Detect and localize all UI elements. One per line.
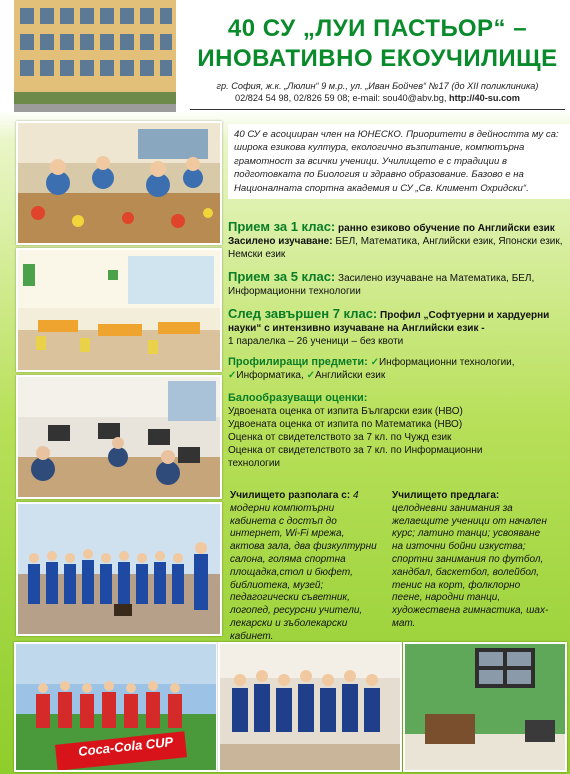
fifth-grade-section <box>228 270 563 298</box>
coca-cola-banner-text: Coca-Cola CUP <box>77 734 174 759</box>
offers-text: целодневни занимания за желаещите ученици от начален курс; латино танци; усвояване на източни бойни изкуства; спортни занимания по футбол, хандбал, баскетбол, волейбол, тенис на корт, фолклорно пеене, народни танци, художествена гимнастика, шах-мат. <box>392 502 549 629</box>
scoring-heading: Балообразуващи оценки: <box>228 392 368 404</box>
address-text: гр. София, ж.к. „Люлин“ 9 м.р., ул. „Иван Бойчев“ №17 (до XII поликлиника) <box>216 81 539 91</box>
kindergarten-photo <box>16 248 222 372</box>
title-line-1: 40 СУ „ЛУИ ПАСТЬОР“ – <box>227 15 528 42</box>
school-building-photo <box>14 0 176 112</box>
computer-lab-photo <box>16 375 222 499</box>
after-seventh-heading: След завършен 7 клас: <box>228 306 378 321</box>
profile-subjects-section <box>228 356 563 382</box>
after-seventh-text: Профил „Софтуерни и хардуерни науки“ с интензивно изучаване на Английски език - <box>228 310 550 334</box>
facilities-column <box>230 490 380 644</box>
after-seventh-detail: 1 паралелка – 26 ученици – без квоти <box>228 336 404 347</box>
after-seventh-section <box>228 307 563 348</box>
check-icon: ✓ <box>306 370 315 381</box>
scoring-line: Удвоената оценка от изпита по Математика (НВО) <box>228 419 463 430</box>
scoring-line: Оценка от свидетелството за 7 кл. по Информационни технологии <box>228 445 483 469</box>
intro-paragraph: 40 СУ е асоцииран член на ЮНЕСКО. Приоритети в дейността му са: широка езикова култура, екологично възпитание, компютърна грамотност за всички ученици. Училището е с традиции в подготовката по Биология и здравно образование. Базово е на Националната спортна академия и СУ „Св. Климент Охридски“. <box>228 124 570 199</box>
football-cup-photo <box>14 642 218 772</box>
profile-subjects-heading: Профилиращи предмети: <box>228 356 368 368</box>
offers-label: Училището предлага: <box>392 490 500 501</box>
check-icon: ✓ <box>370 357 379 368</box>
facilities-label: Училището разполага с: <box>230 490 351 501</box>
website-link[interactable]: http://40-su.com <box>449 93 520 103</box>
first-grade-label: Засилено изучаване: <box>228 236 333 247</box>
profile-subject-item: Английски език <box>314 370 386 381</box>
fifth-grade-text: Засилено изучаване на Математика, БЕЛ, Информационни технологии <box>228 273 535 297</box>
classroom-photo-1 <box>16 121 222 245</box>
school-title <box>190 14 565 74</box>
first-grade-subjects: БЕЛ, Математика, Английски език, Японски език, Немски език <box>228 236 563 260</box>
volleyball-team-photo <box>218 642 402 772</box>
phones-email-text: 02/824 54 98, 02/826 59 08; e-mail: sou40@abv.bg, <box>235 93 447 103</box>
first-grade-text: ранно езиково обучение по Английски език <box>338 223 555 234</box>
scoring-line: Оценка от свидетелството за 7 кл. по Чужд език <box>228 432 452 443</box>
fifth-grade-heading: Прием за 5 клас: <box>228 269 336 284</box>
facilities-text: 4 модерни компютърни кабинета с достъп до интернет, Wi-Fi мрежа, актова зала, два физкултурни салона, голяма спортна площадка,стол и бюфет, библиотека, музей; педагогически съветник, логопед, ресурсни учители, лекарски и зъболекарски кабинет. <box>230 490 377 642</box>
offers-column <box>392 490 552 631</box>
scoring-section <box>228 392 563 470</box>
profile-subject-item: Информационни технологии, <box>378 357 515 368</box>
header-divider <box>190 109 565 110</box>
first-grade-heading: Прием за 1 клас: <box>228 219 336 234</box>
check-icon: ✓ <box>228 370 237 381</box>
contact-block <box>190 80 565 104</box>
profile-subject-item: Информатика, <box>236 370 304 381</box>
title-line-2: ИНОВАТИВНО ЕКОУЧИЛИЩЕ <box>197 45 558 72</box>
scoring-line: Удвоената оценка от изпита Български език (НВО) <box>228 406 463 417</box>
museum-exhibit-photo <box>403 642 567 772</box>
first-grade-section <box>228 220 563 261</box>
sports-team-photo <box>16 502 222 636</box>
